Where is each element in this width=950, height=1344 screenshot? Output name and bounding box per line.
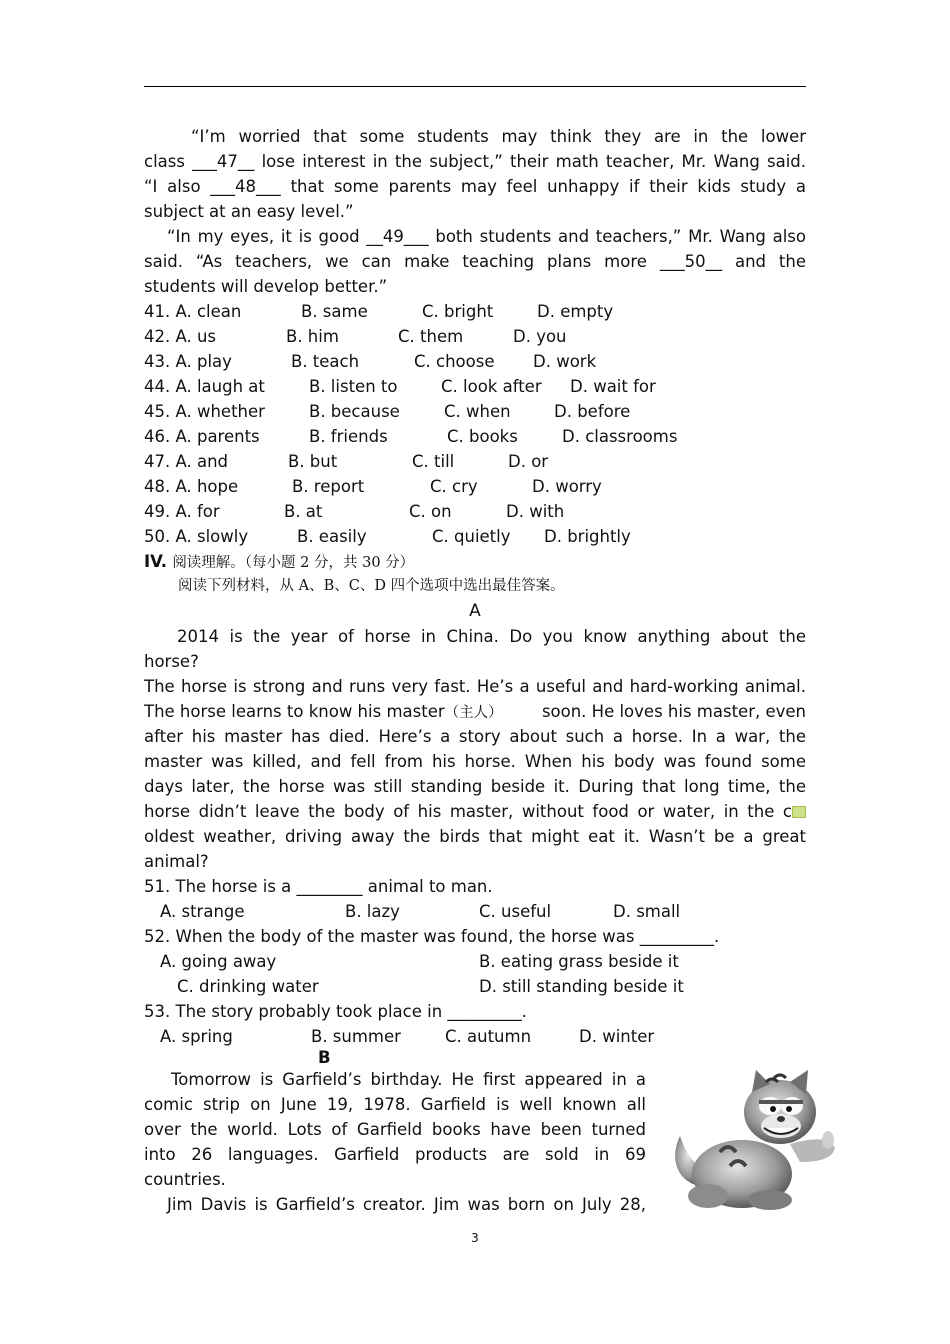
q52-option-d: D. still standing beside it bbox=[479, 977, 684, 996]
q51-option-d: D. small bbox=[613, 902, 681, 921]
option-43-d: D. work bbox=[533, 352, 597, 371]
passage-b-label: B bbox=[318, 1048, 331, 1067]
q52-option-c: C. drinking water bbox=[177, 977, 319, 996]
q51-option-a: A. strange bbox=[160, 902, 245, 921]
paragraph-line: “I’m worried that some students may think they are in the lower bbox=[191, 127, 806, 146]
passage-a-text: soon. He loves his master, even bbox=[541, 702, 806, 721]
passage-a-gloss: （主人） bbox=[444, 705, 503, 721]
instruction: 阅读下列材料，从 A、B、C、D 四个选项中选出最佳答案。 bbox=[178, 578, 565, 594]
option-47-d: D. or bbox=[508, 452, 549, 471]
option-50-c: C. quietly bbox=[432, 527, 511, 546]
option-41-d: D. empty bbox=[537, 302, 614, 321]
option-50-b: B. easily bbox=[297, 527, 367, 546]
passage-a-line: after his master has died. Here’s a story about such a horse. In a war, the bbox=[144, 727, 806, 746]
q51-option-b: B. lazy bbox=[345, 902, 400, 921]
option-49-b: B. at bbox=[284, 502, 323, 521]
passage-a-line bbox=[144, 799, 806, 824]
q53-option-a: A. spring bbox=[160, 1027, 233, 1046]
page-number: 3 bbox=[471, 1231, 479, 1245]
option-41-c: C. bright bbox=[422, 302, 494, 321]
option-48-d: D. worry bbox=[532, 477, 602, 496]
option-44-d: D. wait for bbox=[570, 377, 656, 396]
option-46-d: D. classrooms bbox=[562, 427, 678, 446]
comment-marker-icon[interactable] bbox=[792, 806, 806, 818]
option-49-a: 49. A. for bbox=[144, 502, 220, 521]
paragraph-line: class ___47__ lose interest in the subject,” their math teacher, Mr. Wang said. bbox=[144, 152, 806, 171]
q53-option-b: B. summer bbox=[311, 1027, 401, 1046]
option-44-b: B. listen to bbox=[309, 377, 398, 396]
option-47-c: C. till bbox=[412, 452, 455, 471]
passage-a-text: The horse learns to know his master bbox=[144, 702, 445, 721]
option-41-a: 41. A. clean bbox=[144, 302, 242, 321]
passage-b-line: Jim Davis is Garfield’s creator. Jim was born on July 28, bbox=[167, 1195, 646, 1214]
option-50-d: D. brightly bbox=[544, 527, 631, 546]
option-49-d: D. with bbox=[506, 502, 565, 521]
passage-b-line: Tomorrow is Garfield’s birthday. He first appeared in a bbox=[171, 1070, 646, 1089]
option-47-a: 47. A. and bbox=[144, 452, 229, 471]
header-rule bbox=[144, 86, 806, 87]
passage-a-line bbox=[144, 699, 806, 726]
section-title: 阅读理解。（每小题 2 分，共 30 分） bbox=[172, 555, 415, 571]
option-44-c: C. look after bbox=[441, 377, 542, 396]
section-number: IV. bbox=[144, 552, 168, 571]
option-42-c: C. them bbox=[398, 327, 464, 346]
passage-b-line: countries. bbox=[144, 1170, 226, 1189]
paragraph-line: “I also ___48___ that some parents may feel unhappy if their kids study a bbox=[144, 177, 806, 196]
option-45-d: D. before bbox=[554, 402, 631, 421]
option-46-a: 46. A. parents bbox=[144, 427, 260, 446]
passage-a-line: The horse is strong and runs very fast. He’s a useful and hard-working animal. bbox=[144, 677, 806, 696]
garfield-image bbox=[670, 1066, 840, 1216]
question-53: 53. The story probably took place in _________. bbox=[144, 1002, 527, 1021]
paragraph-line: “In my eyes, it is good __49___ both students and teachers,” Mr. Wang also bbox=[167, 227, 806, 246]
passage-b-line: over the world. Lots of Garfield books have been turned bbox=[144, 1120, 646, 1139]
option-45-c: C. when bbox=[444, 402, 511, 421]
paragraph-line: students will develop better.” bbox=[144, 277, 388, 296]
passage-a-line: horse? bbox=[144, 652, 199, 671]
option-43-c: C. choose bbox=[414, 352, 495, 371]
paragraph-line: subject at an easy level.” bbox=[144, 202, 354, 221]
option-48-c: C. cry bbox=[430, 477, 478, 496]
passage-a-line: days later, the horse was still standing beside it. During that long time, the bbox=[144, 777, 806, 796]
passage-a-text: horse didn’t leave the body of his master, without food or water, in the c bbox=[144, 802, 792, 821]
q52-option-a: A. going away bbox=[160, 952, 277, 971]
passage-b-line: comic strip on June 19, 1978. Garfield is well known all bbox=[144, 1095, 646, 1114]
passage-a-line: oldest weather, driving away the birds that might eat it. Wasn’t be a great bbox=[144, 827, 806, 846]
option-47-b: B. but bbox=[288, 452, 338, 471]
passage-a-line: animal? bbox=[144, 852, 209, 871]
paragraph-line: said. “As teachers, we can make teaching plans more ___50__ and the bbox=[144, 252, 806, 271]
q53-option-c: C. autumn bbox=[445, 1027, 532, 1046]
option-44-a: 44. A. laugh at bbox=[144, 377, 265, 396]
question-51: 51. The horse is a ________ animal to man. bbox=[144, 877, 493, 896]
option-42-a: 42. A. us bbox=[144, 327, 217, 346]
section-heading bbox=[144, 549, 414, 576]
q51-option-c: C. useful bbox=[479, 902, 552, 921]
option-46-b: B. friends bbox=[309, 427, 388, 446]
option-50-a: 50. A. slowly bbox=[144, 527, 249, 546]
passage-a-line: master was killed, and fell from his horse. When his body was found some bbox=[144, 752, 806, 771]
option-41-b: B. same bbox=[301, 302, 368, 321]
option-45-a: 45. A. whether bbox=[144, 402, 265, 421]
option-45-b: B. because bbox=[309, 402, 400, 421]
q53-option-d: D. winter bbox=[579, 1027, 655, 1046]
option-42-d: D. you bbox=[513, 327, 567, 346]
passage-a-label: A bbox=[469, 601, 481, 621]
option-43-b: B. teach bbox=[291, 352, 360, 371]
option-48-a: 48. A. hope bbox=[144, 477, 239, 496]
passage-a-line: 2014 is the year of horse in China. Do you know anything about the bbox=[177, 627, 806, 646]
option-43-a: 43. A. play bbox=[144, 352, 232, 371]
q52-option-b: B. eating grass beside it bbox=[479, 952, 679, 971]
option-48-b: B. report bbox=[292, 477, 365, 496]
passage-b-line: into 26 languages. Garfield products are sold in 69 bbox=[144, 1145, 646, 1164]
option-46-c: C. books bbox=[447, 427, 518, 446]
option-49-c: C. on bbox=[409, 502, 452, 521]
question-52: 52. When the body of the master was found, the horse was _________. bbox=[144, 927, 720, 946]
option-42-b: B. him bbox=[286, 327, 339, 346]
